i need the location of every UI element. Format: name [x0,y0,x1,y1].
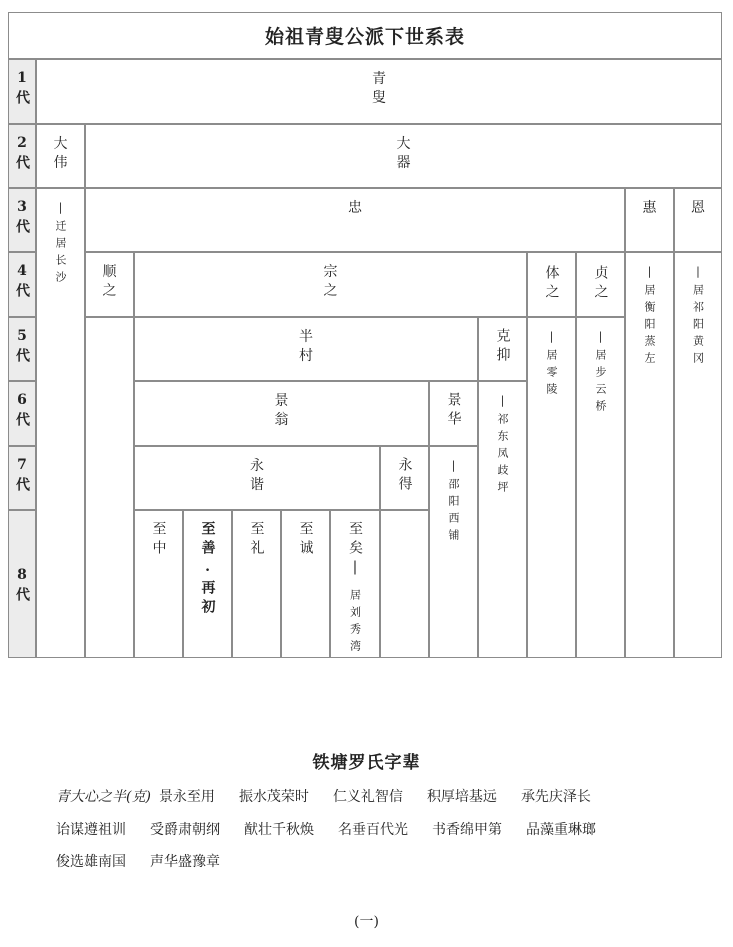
note-lingling: |居零陵 [527,317,576,658]
person-dawei: 大 伟 [36,124,85,188]
generation-5: 5代 [8,317,36,381]
generation-4: 4代 [8,252,36,317]
person-zhishan: 至善.再初 [183,510,232,658]
person-tizhi: 体之 [527,252,576,317]
note-qidong-fengqiping: |祁东凤歧坪 [478,381,527,658]
person-jingweng: 景 翁 [134,381,429,446]
generation-2: 2代 [8,124,36,188]
note-qiyang: |居祁阳黄冈 [674,252,722,658]
note-moved-changsha: |迁居长沙 [36,188,85,658]
page-number: (一) [354,914,379,930]
person-zhiyi: 至矣| 居刘秀湾 [330,510,380,658]
person-zhenzhi: 贞之 [576,252,625,317]
person-zhong: 忠 [85,188,625,252]
note-buyunqiao: |居步云桥 [576,317,625,658]
note-shaoyang-xipu: |邵阳西铺 [429,446,478,658]
zibei-line-2: 诒谋遵祖训 受爵肃朝纲 猷壮千秋焕 名垂百代光 书香绵甲第 品藻重琳瑯 [56,822,596,838]
person-hui: 惠 [625,188,674,252]
zibei-line-1: 青大心之半(克) 景永至用 振水茂荣时 仁义礼智信 积厚培基远 承先庆泽长 [56,789,591,805]
person-qingsou: 青 叟 [36,59,722,124]
empty-cell-yongde-descendants [380,510,429,658]
person-zhicheng: 至诚 [281,510,330,658]
person-zhili: 至礼 [232,510,281,658]
note-liuxiuwan: 居刘秀湾 [348,589,362,657]
generation-6: 6代 [8,381,36,446]
empty-cell-shunzhi-descendants [85,317,134,658]
person-keyi: 克抑 [478,317,527,381]
generation-8: 8代 [8,510,36,658]
zibei-title: 铁塘罗氏字辈 [312,753,421,773]
person-daqi: 大 器 [85,124,722,188]
person-zhizhong: 至中 [134,510,183,658]
generation-7: 7代 [8,446,36,510]
person-bancun: 半 村 [134,317,478,381]
generation-1: 1代 [8,59,36,124]
person-yongde: 永得 [380,446,429,510]
note-hengyang: |居衡阳蒸左 [625,252,674,658]
person-en: 恩 [674,188,722,252]
person-yongxie: 永 谐 [134,446,380,510]
person-zongzhi: 宗 之 [134,252,527,317]
person-jinghua: 景华 [429,381,478,446]
generation-3: 3代 [8,188,36,252]
person-shunzhi: 顺 之 [85,252,134,317]
zibei-line-3: 俊选雄南国 声华盛豫章 [56,854,220,870]
table-title: 始祖青叟公派下世系表 [8,12,722,59]
